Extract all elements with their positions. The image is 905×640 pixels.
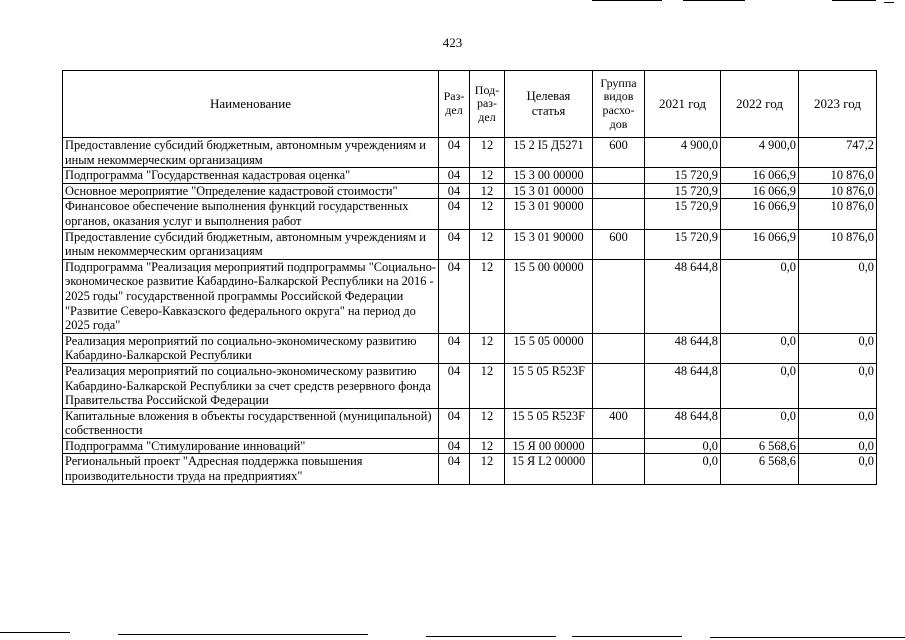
cell-target: 15 3 00 00000 (505, 168, 593, 184)
table-row (63, 259, 877, 333)
header-2021: 2021 год (645, 71, 721, 138)
scan-edge-line (710, 637, 905, 638)
cell-subsection: 12 (470, 183, 505, 199)
cell-2023: 10 876,0 (799, 229, 877, 259)
cell-2022: 4 900,0 (721, 138, 799, 168)
page-number: 423 (442, 35, 463, 50)
cell-group (593, 183, 645, 199)
cell-name: Подпрограмма "Государственная кадастровая оценка" (63, 168, 439, 184)
cell-name: Подпрограмма "Стимулирование инноваций" (63, 438, 439, 454)
scan-edge-line (884, 2, 894, 3)
scan-edge-line (832, 0, 876, 1)
table-row (63, 138, 877, 168)
cell-2021: 15 720,9 (645, 183, 721, 199)
cell-target: 15 3 01 00000 (505, 183, 593, 199)
cell-target: 15 5 00 00000 (505, 259, 593, 333)
cell-2023: 0,0 (799, 454, 877, 484)
cell-group (593, 199, 645, 229)
cell-2023: 0,0 (799, 333, 877, 363)
cell-name: Капитальные вложения в объекты государственной (муниципальной) собственности (63, 408, 439, 438)
table-row (63, 199, 877, 229)
cell-2022: 16 066,9 (721, 199, 799, 229)
scan-edge-line (592, 0, 662, 1)
cell-2021: 4 900,0 (645, 138, 721, 168)
scan-edge-line (0, 632, 70, 633)
table-row (63, 183, 877, 199)
cell-section: 04 (439, 199, 470, 229)
cell-2021: 48 644,8 (645, 333, 721, 363)
cell-2021: 15 720,9 (645, 229, 721, 259)
cell-target: 15 3 01 90000 (505, 199, 593, 229)
table-row (63, 168, 877, 184)
cell-2023: 10 876,0 (799, 183, 877, 199)
cell-2023: 0,0 (799, 408, 877, 438)
cell-2022: 0,0 (721, 363, 799, 408)
header-subsection: Под- раз- дел (470, 71, 505, 138)
cell-2023: 10 876,0 (799, 168, 877, 184)
cell-2021: 0,0 (645, 454, 721, 484)
cell-group (593, 259, 645, 333)
cell-2021: 0,0 (645, 438, 721, 454)
cell-2021: 48 644,8 (645, 259, 721, 333)
cell-section: 04 (439, 363, 470, 408)
cell-name: Предоставление субсидий бюджетным, автономным учреждениям и иным некоммерческим организациям (63, 138, 439, 168)
cell-target: 15 5 05 R523F (505, 363, 593, 408)
cell-subsection: 12 (470, 408, 505, 438)
cell-group (593, 168, 645, 184)
scan-edge-line (572, 636, 682, 637)
cell-subsection: 12 (470, 438, 505, 454)
table-header-row (63, 71, 877, 138)
cell-2023: 0,0 (799, 259, 877, 333)
table-row (63, 229, 877, 259)
header-section: Раз- дел (439, 71, 470, 138)
cell-2023: 747,2 (799, 138, 877, 168)
cell-section: 04 (439, 138, 470, 168)
cell-2023: 0,0 (799, 438, 877, 454)
cell-group: 600 (593, 138, 645, 168)
cell-2021: 15 720,9 (645, 199, 721, 229)
cell-section: 04 (439, 454, 470, 484)
cell-2021: 48 644,8 (645, 363, 721, 408)
cell-section: 04 (439, 438, 470, 454)
scan-edge-line (426, 636, 556, 637)
cell-section: 04 (439, 408, 470, 438)
cell-2021: 15 720,9 (645, 168, 721, 184)
scan-edge-line (683, 0, 745, 1)
cell-subsection: 12 (470, 138, 505, 168)
cell-target: 15 Я L2 00000 (505, 454, 593, 484)
cell-subsection: 12 (470, 363, 505, 408)
cell-2022: 16 066,9 (721, 168, 799, 184)
header-2022: 2022 год (721, 71, 799, 138)
budget-table (62, 70, 877, 485)
cell-subsection: 12 (470, 333, 505, 363)
header-2023: 2023 год (799, 71, 877, 138)
cell-section: 04 (439, 183, 470, 199)
cell-subsection: 12 (470, 168, 505, 184)
cell-group (593, 438, 645, 454)
cell-section: 04 (439, 333, 470, 363)
header-name: Наименование (63, 71, 439, 138)
cell-2022: 0,0 (721, 333, 799, 363)
cell-target: 15 2 I5 Д5271 (505, 138, 593, 168)
cell-name: Подпрограмма "Реализация мероприятий подпрограммы "Социально-экономическое развитие Кабардино-Балкарской Республики на 2016 - 2025 годы" государственной программы Российской Федерации "Развитие Северо-Кавказского федерального округа" на период до 2025 года" (63, 259, 439, 333)
header-group: Группа видов расхо- дов (593, 71, 645, 138)
table-row (63, 408, 877, 438)
cell-2022: 6 568,6 (721, 438, 799, 454)
scan-edge-line (118, 634, 368, 635)
cell-section: 04 (439, 229, 470, 259)
cell-group (593, 363, 645, 408)
cell-2022: 16 066,9 (721, 229, 799, 259)
cell-name: Финансовое обеспечение выполнения функций государственных органов, оказания услуг и выполнения работ (63, 199, 439, 229)
cell-2022: 0,0 (721, 259, 799, 333)
cell-subsection: 12 (470, 259, 505, 333)
cell-name: Региональный проект "Адресная поддержка повышения производительности труда на предприятиях" (63, 454, 439, 484)
cell-group (593, 454, 645, 484)
cell-section: 04 (439, 259, 470, 333)
cell-2022: 16 066,9 (721, 183, 799, 199)
cell-name: Реализация мероприятий по социально-экономическому развитию Кабардино-Балкарской Республики (63, 333, 439, 363)
cell-name: Основное мероприятие "Определение кадастровой стоимости" (63, 183, 439, 199)
cell-name: Предоставление субсидий бюджетным, автономным учреждениям и иным некоммерческим организациям (63, 229, 439, 259)
table-row (63, 333, 877, 363)
cell-subsection: 12 (470, 229, 505, 259)
cell-target: 15 5 05 00000 (505, 333, 593, 363)
cell-2023: 0,0 (799, 363, 877, 408)
cell-target: 15 5 05 R523F (505, 408, 593, 438)
table-row (63, 363, 877, 408)
cell-subsection: 12 (470, 199, 505, 229)
cell-2021: 48 644,8 (645, 408, 721, 438)
cell-section: 04 (439, 168, 470, 184)
cell-name: Реализация мероприятий по социально-экономическому развитию Кабардино-Балкарской Республики за счет средств резервного фонда Правительства Российской Федерации (63, 363, 439, 408)
cell-group (593, 333, 645, 363)
cell-2023: 10 876,0 (799, 199, 877, 229)
cell-2022: 6 568,6 (721, 454, 799, 484)
cell-target: 15 Я 00 00000 (505, 438, 593, 454)
table-row (63, 454, 877, 484)
cell-group: 600 (593, 229, 645, 259)
cell-group: 400 (593, 408, 645, 438)
cell-subsection: 12 (470, 454, 505, 484)
header-target: Целевая статья (505, 71, 593, 138)
cell-2022: 0,0 (721, 408, 799, 438)
table-row (63, 438, 877, 454)
cell-target: 15 3 01 90000 (505, 229, 593, 259)
